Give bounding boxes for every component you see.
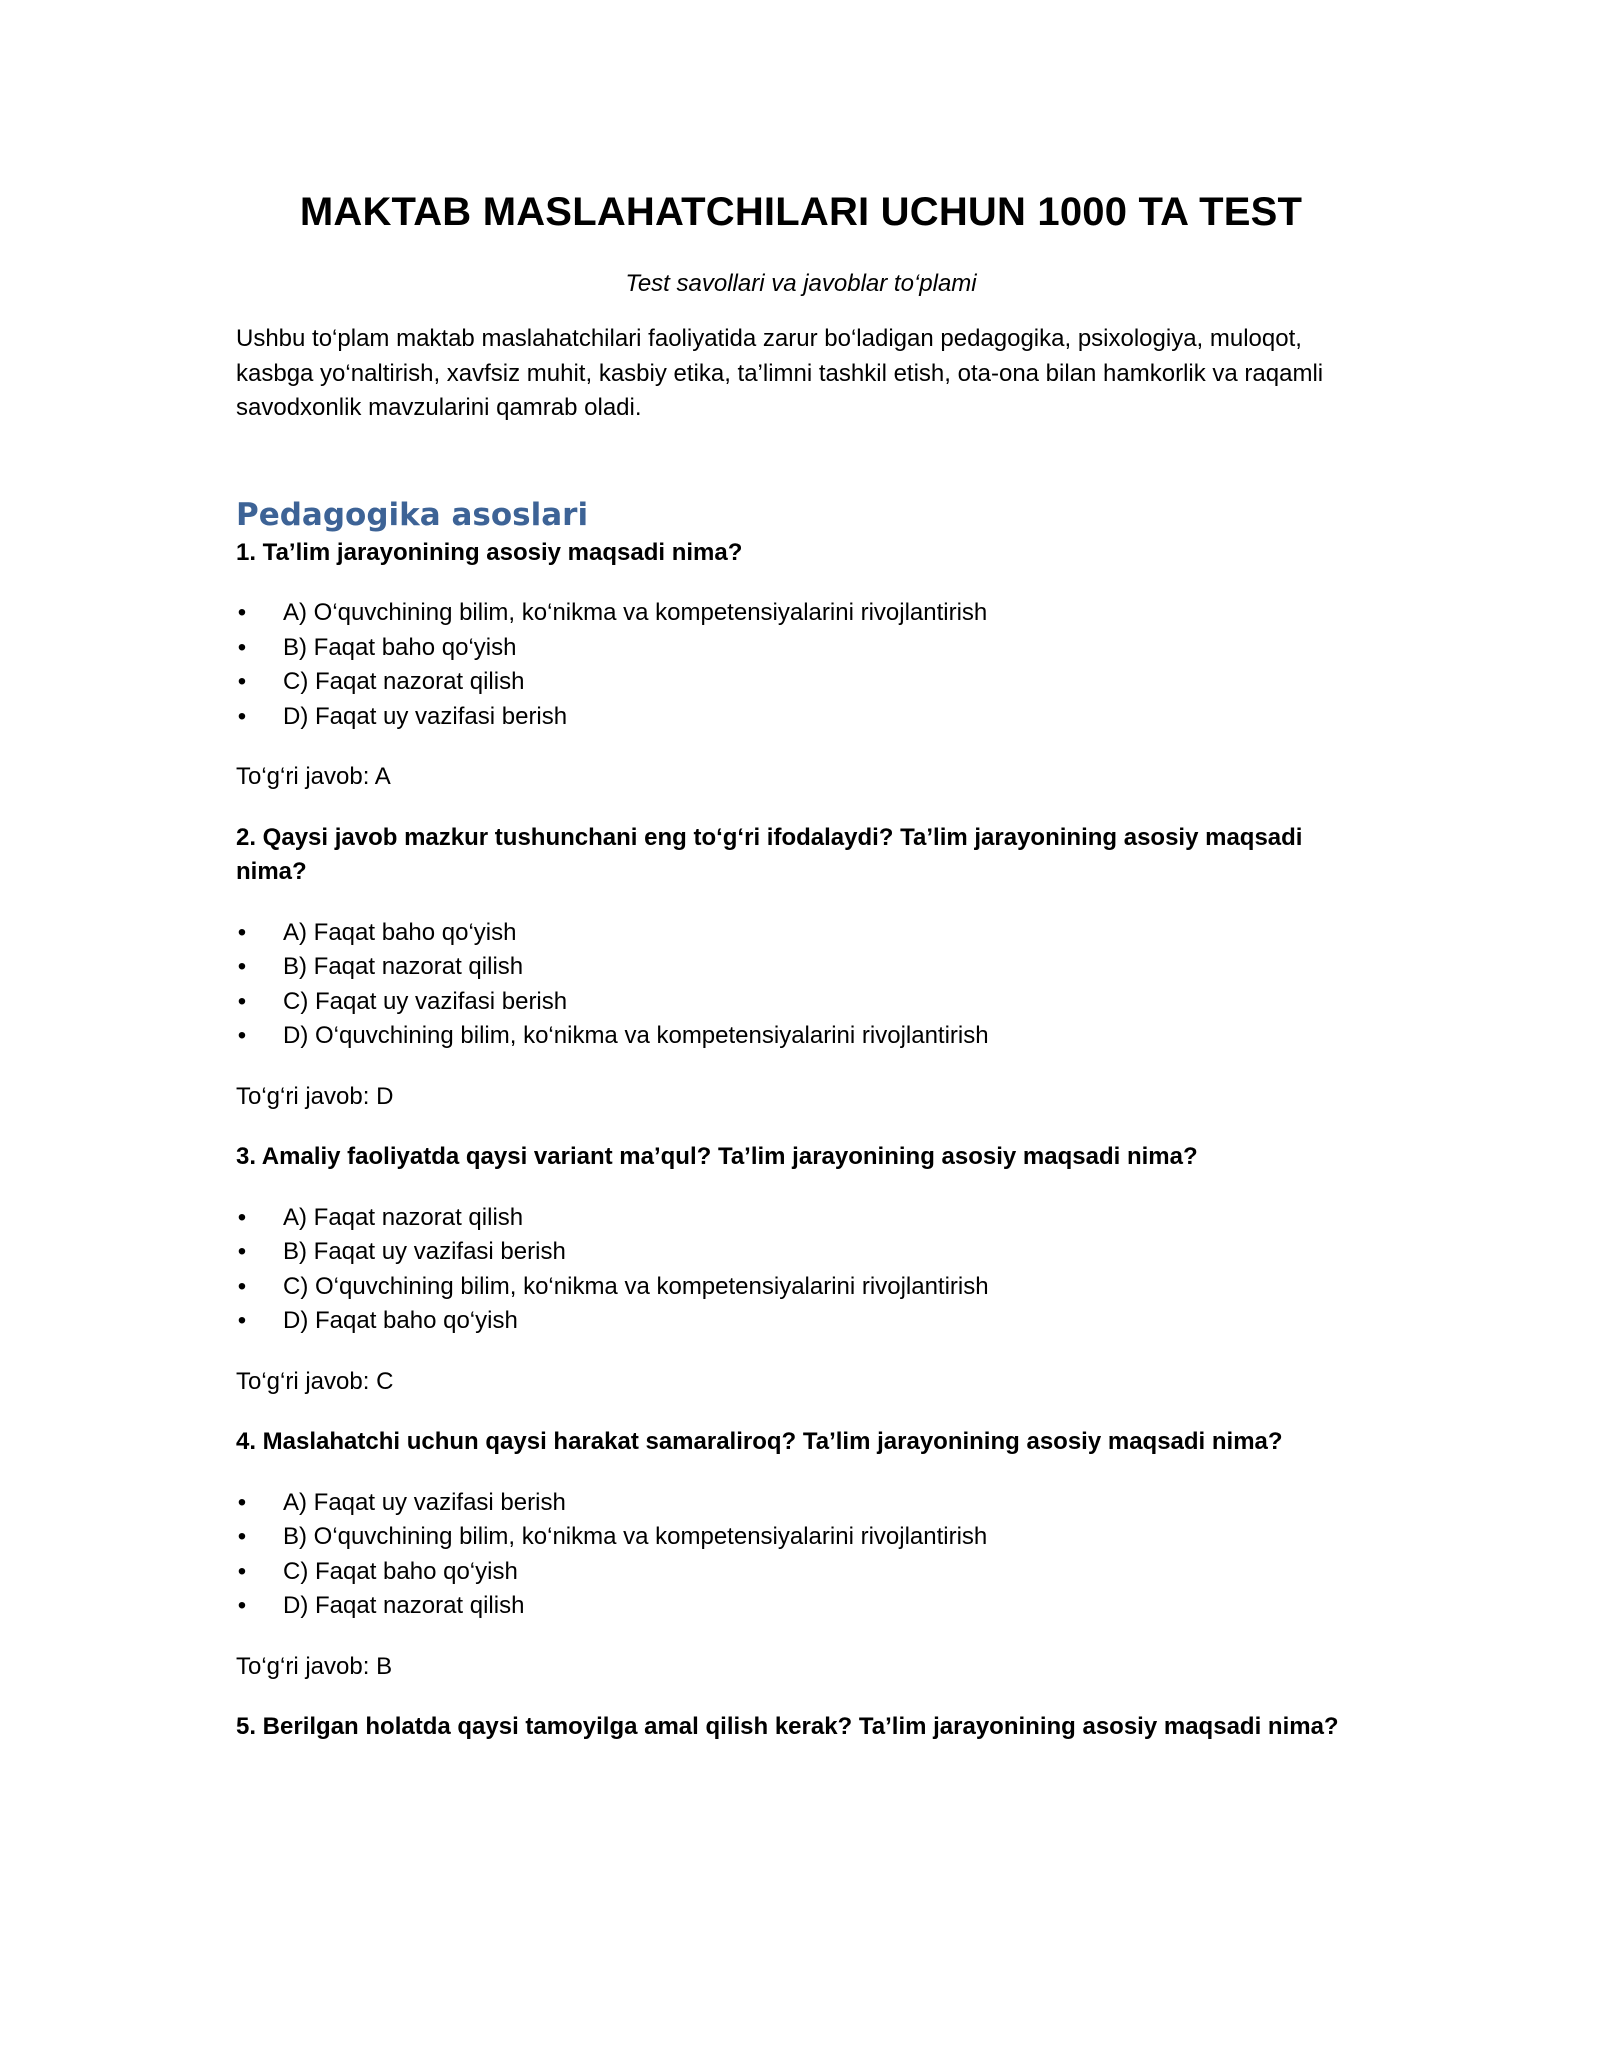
question-text: 5. Berilgan holatda qaysi tamoyilga amal qilish kerak? Ta’lim jarayonining asosiy maqsadi nima? (236, 1713, 1339, 1740)
options-list (236, 1486, 1366, 1624)
bullet-icon: • (237, 633, 247, 661)
option-item (236, 1304, 1366, 1339)
option-item (236, 1555, 1366, 1590)
option-item (236, 631, 1366, 666)
option-label: B) O‘quvchining bilim, ko‘nikma va kompetensiyalarini rivojlantirish (283, 1523, 988, 1550)
question-block (236, 1425, 1366, 1684)
bullet-icon: • (237, 987, 247, 1015)
option-item (236, 1270, 1366, 1305)
option-label: D) Faqat baho qo‘yish (283, 1307, 518, 1334)
option-item (236, 916, 1366, 951)
option-item (236, 700, 1366, 735)
option-label: A) Faqat nazorat qilish (283, 1203, 524, 1231)
bullet-icon: • (237, 1272, 247, 1300)
bullet-icon: • (237, 1592, 247, 1619)
option-label: D) O‘quvchining bilim, ko‘nikma va kompetensiyalarini rivojlantirish (283, 1022, 989, 1049)
question-text: 2. Qaysi javob mazkur tushunchani eng to‘g‘ri ifodalaydi? Ta’lim jarayonining asosiy maqsadi nima? (236, 823, 1303, 885)
bullet-icon: • (237, 1523, 247, 1550)
option-label: C) Faqat nazorat qilish (283, 668, 525, 695)
option-item (236, 985, 1366, 1020)
document-subtitle: Test savollari va javoblar to‘plami (625, 270, 977, 297)
bullet-icon: • (237, 953, 247, 980)
option-item (236, 1019, 1366, 1054)
option-item (236, 596, 1366, 631)
option-item (236, 1589, 1366, 1624)
question-text: 3. Amaliy faoliyatda qaysi variant ma’qul? Ta’lim jarayonining asosiy maqsadi nima? (236, 1143, 1198, 1170)
option-label: A) Faqat uy vazifasi berish (283, 1488, 566, 1516)
correct-answer: To‘g‘ri javob: B (236, 1652, 393, 1680)
question-block (236, 821, 1366, 1115)
option-label: C) Faqat baho qo‘yish (283, 1557, 518, 1585)
options-list (236, 1201, 1366, 1339)
bullet-icon: • (237, 1238, 247, 1265)
document-page (236, 180, 1366, 1745)
options-list (236, 596, 1366, 734)
bullet-icon: • (237, 1557, 247, 1585)
question-text: 1. Ta’lim jarayonining asosiy maqsadi nima? (236, 538, 743, 566)
section-heading: Pedagogika asoslari (236, 496, 589, 533)
correct-answer: To‘g‘ri javob: A (236, 763, 391, 790)
bullet-icon: • (237, 1307, 247, 1334)
option-item (236, 1201, 1366, 1236)
option-label: C) Faqat uy vazifasi berish (283, 987, 568, 1015)
option-item (236, 1520, 1366, 1555)
bullet-icon: • (237, 599, 247, 626)
option-item (236, 1486, 1366, 1521)
question-block (236, 1710, 1366, 1745)
option-label: B) Faqat uy vazifasi berish (283, 1238, 566, 1265)
option-label: C) O‘quvchining bilim, ko‘nikma va kompetensiyalarini rivojlantirish (283, 1272, 989, 1300)
bullet-icon: • (237, 668, 247, 695)
option-label: A) O‘quvchining bilim, ko‘nikma va kompetensiyalarini rivojlantirish (283, 599, 988, 626)
intro-paragraph: Ushbu to‘plam maktab maslahatchilari faoliyatida zarur bo‘ladigan pedagogika, psixologiya, muloqot, kasbga yo‘naltirish, xavfsiz muhit, kasbiy etika, ta’limni tashkil etish, ota-ona bilan hamkorlik va raqamli savodxonlik mavzularini qamrab oladi. (236, 325, 1324, 421)
bullet-icon: • (237, 918, 247, 946)
option-label: D) Faqat uy vazifasi berish (283, 702, 568, 730)
option-label: B) Faqat baho qo‘yish (283, 633, 517, 661)
question-text: 4. Maslahatchi uchun qaysi harakat samaraliroq? Ta’lim jarayonining asosiy maqsadi nima? (236, 1428, 1283, 1455)
correct-answer: To‘g‘ri javob: C (236, 1367, 394, 1395)
option-item (236, 1235, 1366, 1270)
option-item (236, 665, 1366, 700)
document-title: MAKTAB MASLAHATCHILARI UCHUN 1000 TA TEST (299, 190, 1303, 234)
option-item (236, 950, 1366, 985)
bullet-icon: • (237, 702, 247, 730)
option-label: A) Faqat baho qo‘yish (283, 918, 517, 946)
question-block (236, 1140, 1366, 1399)
option-label: B) Faqat nazorat qilish (283, 953, 524, 980)
options-list (236, 916, 1366, 1054)
bullet-icon: • (237, 1488, 247, 1516)
bullet-icon: • (237, 1203, 247, 1231)
option-label: D) Faqat nazorat qilish (283, 1592, 525, 1619)
bullet-icon: • (237, 1022, 247, 1049)
question-block (236, 536, 1366, 795)
correct-answer: To‘g‘ri javob: D (236, 1082, 394, 1110)
